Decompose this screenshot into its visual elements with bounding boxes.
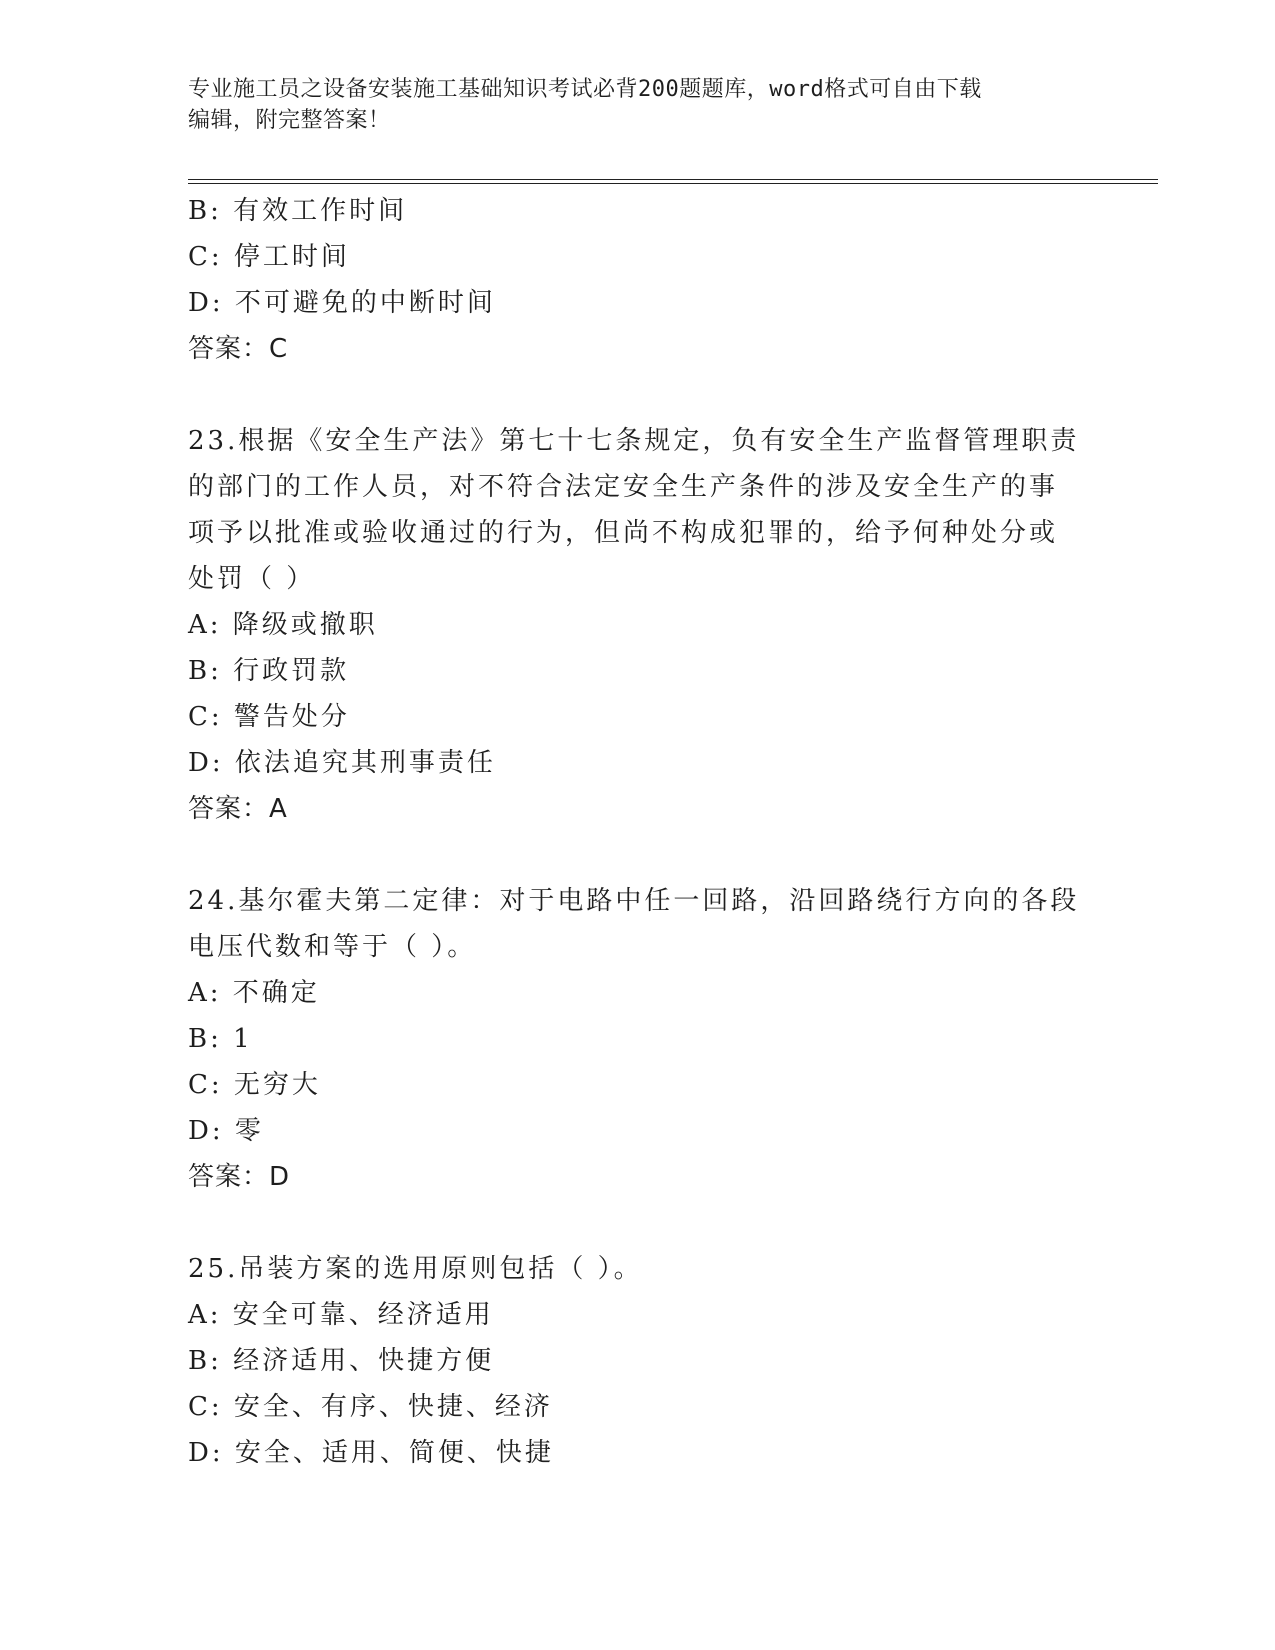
- question-stem: 24.基尔霍夫第二定律：对于电路中任一回路，沿回路绕行方向的各段: [188, 886, 1080, 916]
- question-stem: 处罚（ ）: [188, 564, 316, 594]
- document-body: [188, 188, 1088, 1476]
- option-c: C: 停工时间: [188, 242, 350, 272]
- spacer: [188, 832, 1088, 878]
- option-c: C: 无穷大: [188, 1070, 321, 1100]
- question-23: [188, 418, 1088, 832]
- answer: 答案：C: [188, 334, 289, 364]
- question-stem: 的部门的工作人员，对不符合法定安全生产条件的涉及安全生产的事: [188, 472, 1059, 502]
- option-b: B: 1: [188, 1024, 253, 1054]
- question-22: [188, 188, 1088, 372]
- question-stem: 电压代数和等于（ ）。: [188, 932, 477, 962]
- option-b: B: 有效工作时间: [188, 196, 408, 226]
- question-stem: 25.吊装方案的选用原则包括（ ）。: [188, 1254, 643, 1284]
- option-d: D: 依法追究其刑事责任: [188, 748, 496, 778]
- option-a: A: 安全可靠、经济适用: [188, 1300, 494, 1330]
- header-line-1: 专业施工员之设备安装施工基础知识考试必背200题题库，word格式可自由下载: [188, 77, 982, 102]
- option-b: B: 行政罚款: [188, 656, 350, 686]
- answer: 答案：D: [188, 1162, 291, 1192]
- option-b: B: 经济适用、快捷方便: [188, 1346, 495, 1376]
- page-header: [188, 74, 1088, 136]
- option-a: A: 不确定: [188, 978, 320, 1008]
- spacer: [188, 372, 1088, 418]
- option-c: C: 警告处分: [188, 702, 350, 732]
- question-stem: 项予以批准或验收通过的行为，但尚不构成犯罪的，给予何种处分或: [188, 518, 1059, 548]
- option-d: D: 安全、适用、简便、快捷: [188, 1438, 554, 1468]
- option-d: D: 不可避免的中断时间: [188, 288, 496, 318]
- question-24: [188, 878, 1088, 1200]
- answer: 答案：A: [188, 794, 288, 824]
- question-25: [188, 1246, 1088, 1476]
- question-stem: 23.根据《安全生产法》第七十七条规定，负有安全生产监督管理职责: [188, 426, 1080, 456]
- option-c: C: 安全、有序、快捷、经济: [188, 1392, 553, 1422]
- option-a: A: 降级或撤职: [188, 610, 378, 640]
- spacer: [188, 1200, 1088, 1246]
- header-line-2: 编辑，附完整答案！: [188, 108, 391, 133]
- option-d: D: 零: [188, 1116, 264, 1146]
- header-divider: [188, 179, 1158, 184]
